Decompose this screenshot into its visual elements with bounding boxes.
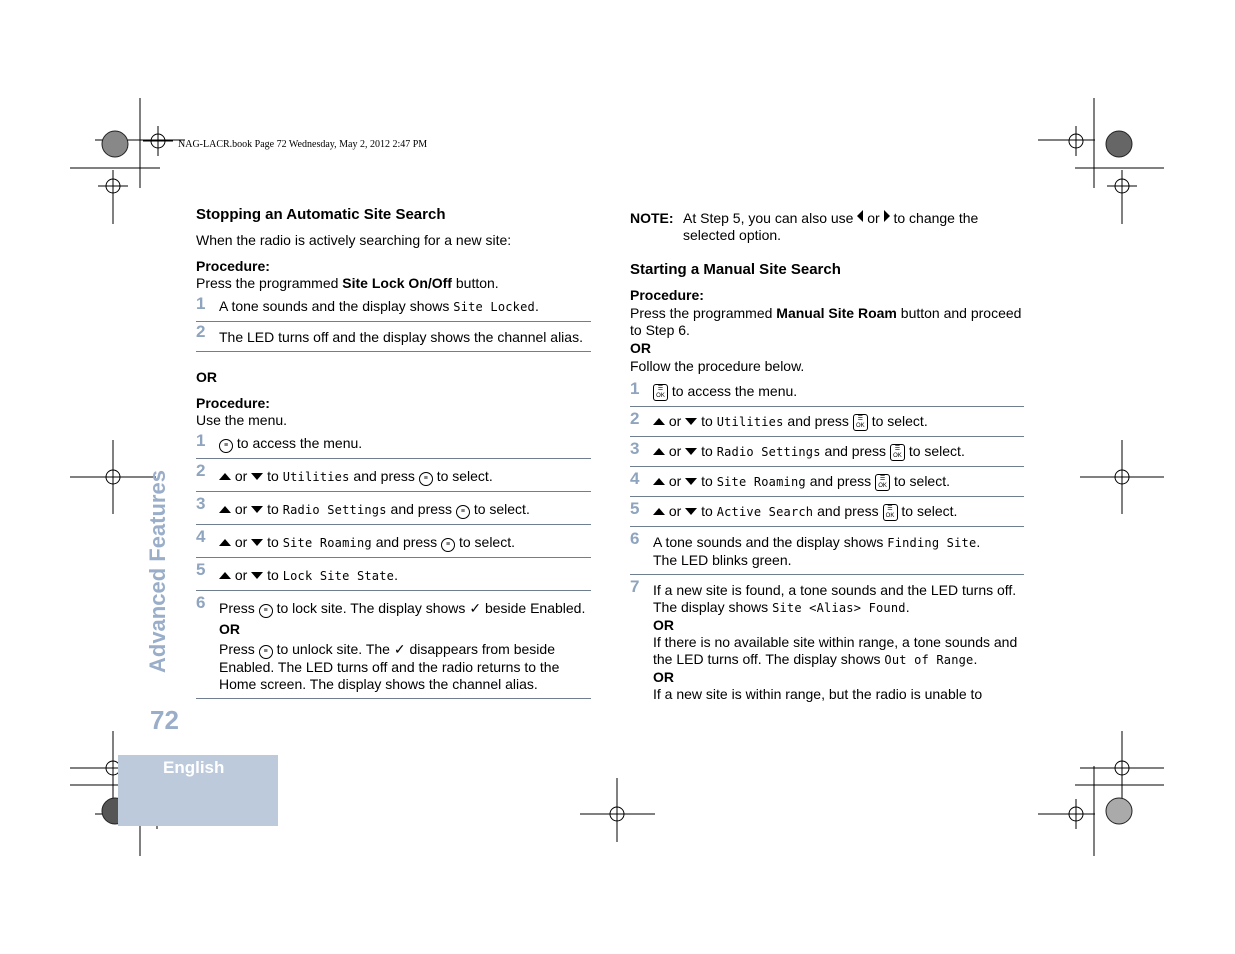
down-arrow-icon <box>251 506 263 513</box>
down-arrow-icon <box>251 473 263 480</box>
print-header: NAG-LACR.book Page 72 Wednesday, May 2, 2012 2:47 PM <box>178 139 428 150</box>
list-item: 3 or to Radio Settings and press ☰ OK to select. <box>630 437 1024 467</box>
up-arrow-icon <box>219 539 231 546</box>
or-separator: OR <box>196 369 217 385</box>
section-title: Advanced Features <box>145 470 170 673</box>
checkmark-icon: ✓ <box>469 600 482 616</box>
menu-ok-icon: ☰ OK <box>853 414 868 431</box>
up-arrow-icon <box>219 473 231 480</box>
up-arrow-icon <box>653 418 665 425</box>
list-item: 1 ≡ to access the menu. <box>196 431 591 459</box>
round-menu-icon: ≡ <box>259 645 273 659</box>
down-arrow-icon <box>251 539 263 546</box>
follow-text: Follow the procedure below. <box>630 358 805 374</box>
checkmark-icon: ✓ <box>393 641 406 657</box>
down-arrow-icon <box>251 572 263 579</box>
language-label: English <box>163 758 225 777</box>
down-arrow-icon <box>685 448 697 455</box>
heading-manual-search: Starting a Manual Site Search <box>630 261 841 278</box>
round-menu-icon: ≡ <box>219 439 233 453</box>
procedure-label: Procedure: <box>196 258 270 274</box>
right-arrow-icon <box>884 210 890 222</box>
menu-ok-icon: ☰ OK <box>875 474 890 491</box>
list-item: 5 or to Active Search and press ☰ OK to select. <box>630 497 1024 527</box>
list-item: 4 or to Site Roaming and press ☰ OK to select. <box>630 467 1024 497</box>
page-number: 72 <box>150 705 179 735</box>
list-item: 1 ☰ OK to access the menu. <box>630 377 1024 407</box>
round-menu-icon: ≡ <box>259 604 273 618</box>
list-item: 1 A tone sounds and the display shows Site Locked. <box>196 294 591 322</box>
menu-ok-icon: ☰ OK <box>883 504 898 521</box>
menu-ok-icon: ☰ OK <box>890 444 905 461</box>
note: NOTE: At Step 5, you can also use or to change the selected option. <box>630 210 979 243</box>
up-arrow-icon <box>219 506 231 513</box>
procedure-label: Procedure: <box>196 395 270 411</box>
list-item: 2 or to Utilities and press ☰ OK to select. <box>630 407 1024 437</box>
procedure-text: Press the programmed Manual Site Roam button and proceed to Step 6. <box>630 305 1022 338</box>
list-item: 2 or to Utilities and press ≡ to select. <box>196 459 591 492</box>
list-item: 2 The LED turns off and the display shows the channel alias. <box>196 322 591 352</box>
procedure-label: Procedure: <box>630 287 704 303</box>
round-menu-icon: ≡ <box>419 472 433 486</box>
up-arrow-icon <box>653 478 665 485</box>
up-arrow-icon <box>653 448 665 455</box>
left-arrow-icon <box>857 210 863 222</box>
down-arrow-icon <box>685 418 697 425</box>
down-arrow-icon <box>685 508 697 515</box>
heading-stop-search: Stopping an Automatic Site Search <box>196 206 446 223</box>
up-arrow-icon <box>653 508 665 515</box>
round-menu-icon: ≡ <box>441 538 455 552</box>
procedure-text: Use the menu. <box>196 412 288 428</box>
down-arrow-icon <box>685 478 697 485</box>
list-item: 4 or to Site Roaming and press ≡ to select. <box>196 525 591 558</box>
round-menu-icon: ≡ <box>456 505 470 519</box>
or-separator: OR <box>630 340 651 356</box>
right-column <box>630 210 1024 708</box>
list-item: 6 A tone sounds and the display shows Finding Site. The LED blinks green. <box>630 527 1024 575</box>
intro-text: When the radio is actively searching for a new site: <box>196 232 512 248</box>
left-column <box>196 206 591 699</box>
menu-ok-icon: ☰ OK <box>653 384 668 401</box>
list-item: 7 If a new site is found, a tone sounds and the LED turns off. The display shows Site <Alias> Found. OR If there is no available site within range, a tone sounds and the LED turns off. The display shows Out of Range. OR If a new site is within range, but the radio is unable to <box>630 577 1018 702</box>
procedure-text: Press the programmed Site Lock On/Off button. <box>196 275 499 291</box>
list-item: 3 or to Radio Settings and press ≡ to select. <box>196 492 591 525</box>
list-item: 5 or to Lock Site State. <box>196 558 591 591</box>
list-item: 6 Press ≡ to lock site. The display shows ✓ beside Enabled. OR Press ≡ to unlock site. The ✓ disappears from beside Enabled. The LED turns off and the radio returns to the Home screen. The display shows the channel alias. <box>196 591 591 699</box>
up-arrow-icon <box>219 572 231 579</box>
